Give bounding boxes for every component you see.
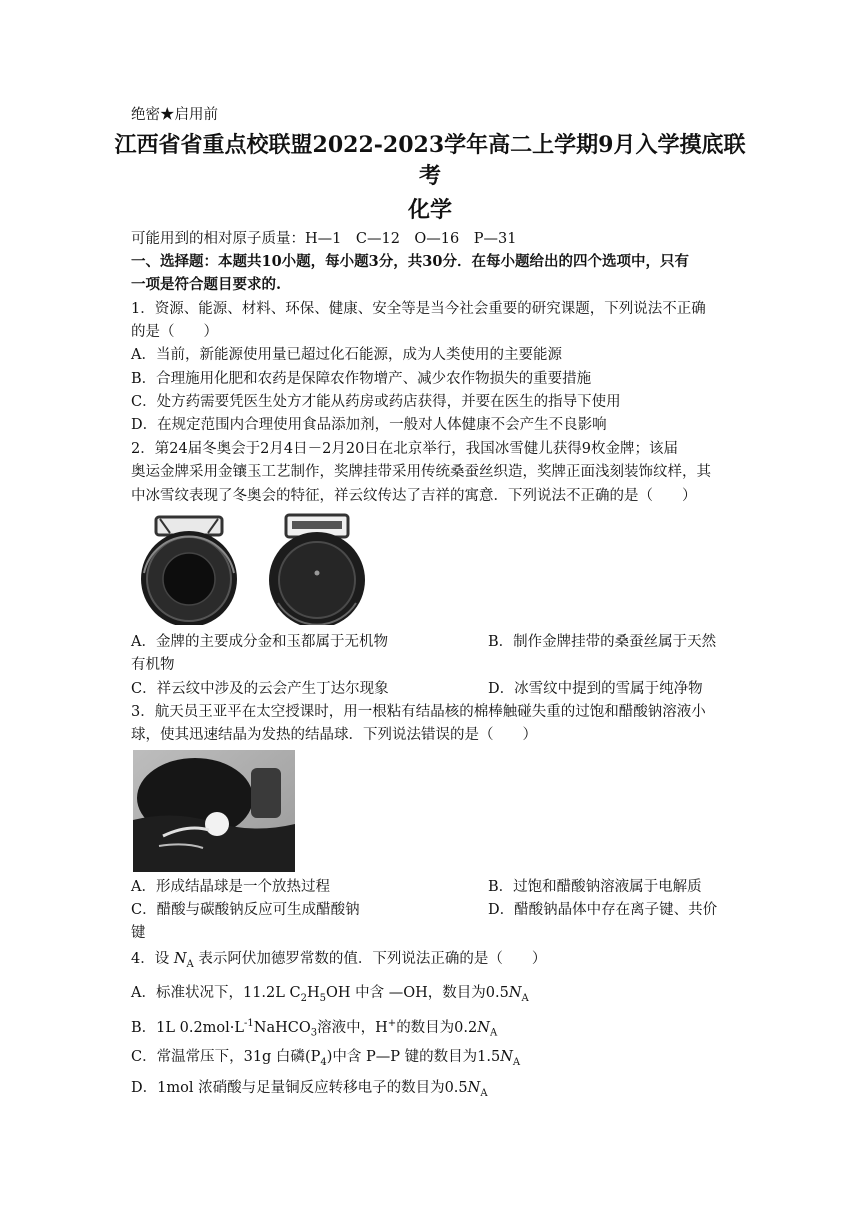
gold-medal-back-image bbox=[258, 513, 376, 625]
q4-option-c bbox=[131, 1046, 520, 1074]
q3-option-b: B．过饱和醋酸钠溶液属于电解质 bbox=[488, 879, 702, 895]
q4-option-d bbox=[131, 1077, 488, 1105]
q2-option-c: C．祥云纹中涉及的云会产生丁达尔现象 bbox=[131, 681, 389, 697]
atomic-mass-note: 可能用到的相对原子质量：H—1 C—12 O—16 P—31 bbox=[131, 231, 517, 247]
q4-c-na: N bbox=[500, 1049, 513, 1065]
q4-c-text2: 中含 P—P 键的数目为1.5 bbox=[332, 1049, 501, 1065]
q4-b-sub1: 3 bbox=[310, 1027, 318, 1039]
q1-option-d: D．在规定范围内合理使用食品添加剂，一般对人体健康不会产生不良影响 bbox=[131, 417, 607, 433]
section1-heading-line2: 一项是符合题目要求的. bbox=[131, 276, 282, 293]
q2-stem-line1: 2．第24届冬奥会于2月4日－2月20日在北京举行，我国冰雪健儿获得9枚金牌；该届 bbox=[131, 441, 679, 457]
q4-a-na: N bbox=[508, 985, 522, 1001]
exam-title-line1: 江西省省重点校联盟2022-2023学年高二上学期9月入学摸底联 bbox=[114, 132, 746, 158]
q2-option-a: A．金牌的主要成分金和玉都属于无机物 bbox=[131, 634, 388, 650]
q4-c-p4: (P bbox=[304, 1049, 321, 1065]
q4-c-text1: C．常温常压下，31g 白磷 bbox=[131, 1049, 305, 1065]
q4-a-text1: A．标准状况下，11.2L C bbox=[131, 985, 301, 1001]
q1-option-a: A．当前，新能源使用量已超过化石能源，成为人类使用的主要能源 bbox=[131, 347, 562, 363]
q3-option-a: A．形成结晶球是一个放热过程 bbox=[131, 879, 330, 895]
q4-d-text1: D．1mol 浓硝酸与足量铜反应转移电子的数目为0.5 bbox=[131, 1080, 468, 1096]
exam-title-line2: 考 bbox=[418, 163, 441, 189]
q2-stem-line3: 中冰雪纹表现了冬奥会的特征，祥云纹传达了吉祥的寓意．下列说法不正确的是（ ） bbox=[131, 488, 697, 504]
q4-b-text4: 的数目为0.2 bbox=[396, 1019, 478, 1036]
q4-a-sub2: 5 bbox=[319, 992, 326, 1004]
gold-medal-front-image bbox=[130, 513, 248, 625]
q4-b-sup1: -1 bbox=[244, 1018, 254, 1029]
q4-b-na: N bbox=[477, 1019, 490, 1036]
avogadro-subscript: A bbox=[186, 958, 194, 970]
secret-label: 绝密★启用前 bbox=[131, 107, 218, 123]
q4-c-sub: 4 bbox=[320, 1056, 327, 1068]
q4-a-text3: OH 中含 —OH，数目为0.5 bbox=[326, 985, 509, 1001]
q2-option-b: B．制作金牌挂带的桑蚕丝属于天然 bbox=[488, 634, 717, 650]
q4-b-text2: NaHCO bbox=[253, 1019, 311, 1036]
q2-option-d: D．冰雪纹中提到的雪属于纯净物 bbox=[488, 681, 703, 697]
q4-a-sub1: 2 bbox=[300, 992, 307, 1004]
q3-stem-line2: 球，使其迅速结晶为发热的结晶球．下列说法错误的是（ ） bbox=[131, 727, 537, 743]
q4-stem-suffix: 表示阿伏加德罗常数的值．下列说法正确的是（ ） bbox=[198, 951, 547, 967]
q4-option-a bbox=[131, 982, 529, 1010]
q3-option-d: D．醋酸钠晶体中存在离子键、共价 bbox=[488, 902, 718, 918]
subject-title: 化学 bbox=[407, 197, 452, 223]
q1-option-b: B．合理施用化肥和农药是保障农作物增产、减少农作物损失的重要措施 bbox=[131, 371, 592, 387]
q2-stem-line2: 奥运金牌采用金镶玉工艺制作，奖牌挂带采用传统桑蚕丝织造，奖牌正面浅刻装饰纹样，其 bbox=[131, 464, 711, 480]
q4-stem bbox=[131, 948, 546, 976]
q4-c-na-sub: A bbox=[512, 1056, 521, 1068]
q4-b-text3: 溶液中，H bbox=[317, 1019, 388, 1036]
q4-stem-prefix: 4．设 bbox=[131, 951, 170, 967]
q1-stem-line2: 的是（ ） bbox=[131, 324, 218, 340]
avogadro-symbol: N bbox=[173, 951, 187, 967]
q1-option-c: C．处方药需要凭医生处方才能从药房或药店获得，并要在医生的指导下使用 bbox=[131, 394, 621, 410]
crystal-ball-photo bbox=[133, 750, 295, 872]
q4-a-text2: H bbox=[306, 985, 320, 1001]
q4-option-b bbox=[131, 1013, 497, 1045]
q4-d-na-sub: A bbox=[480, 1087, 488, 1099]
q4-b-na-sub: A bbox=[489, 1027, 498, 1039]
q3-option-c: C．醋酸与碳酸钠反应可生成醋酸钠 bbox=[131, 902, 360, 918]
q4-d-na: N bbox=[467, 1080, 481, 1096]
q1-stem-line1: 1．资源、能源、材料、环保、健康、安全等是当今社会重要的研究课题，下列说法不正确 bbox=[131, 301, 706, 317]
q4-c-p4-close: ) bbox=[326, 1049, 333, 1065]
q4-b-sup2: + bbox=[387, 1018, 397, 1029]
q3-option-d-continued: 键 bbox=[131, 925, 146, 941]
section1-heading-line1: 一、选择题：本题共10小题，每小题3分，共30分．在每小题给出的四个选项中，只有 bbox=[131, 253, 689, 270]
q4-b-text1: B．1L 0.2mol·L bbox=[131, 1019, 245, 1036]
q4-a-na-sub: A bbox=[521, 992, 529, 1004]
q3-stem-line1: 3．航天员王亚平在太空授课时，用一根粘有结晶核的棉棒触碰失重的过饱和醋酸钠溶液小 bbox=[131, 704, 706, 720]
q2-option-b-continued: 有机物 bbox=[131, 657, 175, 673]
